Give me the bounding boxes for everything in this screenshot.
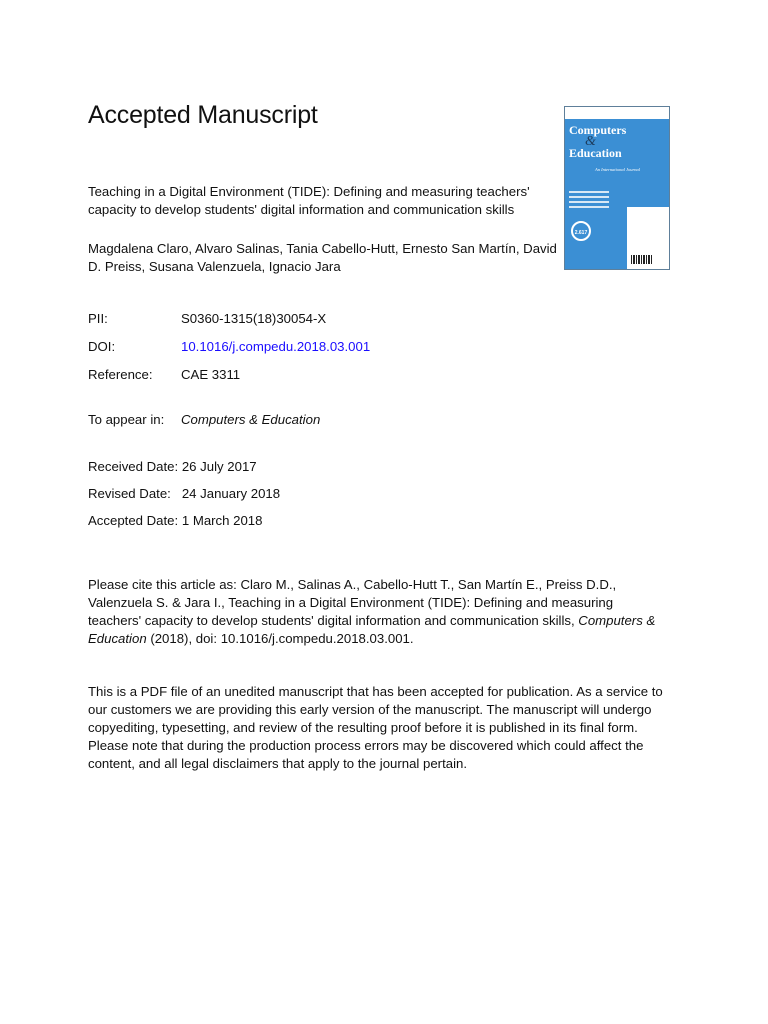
cover-editor-lines (569, 191, 609, 211)
manuscript-notice: This is a PDF file of an unedited manuscript that has been accepted for publication. As a service to our customers we are providing this early version of the manuscript. The manuscript will undergo copyediting, typesetting, and review of the resulting proof before it is published in its final form. Please note that during the production process errors may be discovered which could affect the content, and all legal disclaimers that apply to the journal pertain. (88, 684, 663, 771)
citation-doi: (2018), doi: 10.1016/j.compedu.2018.03.001. (146, 631, 414, 646)
cover-journal-ampersand: & (585, 134, 596, 149)
appear-in-label: To appear in: (88, 412, 165, 427)
barcode-icon (631, 255, 653, 264)
journal-cover-image (564, 106, 670, 270)
appear-in-row (88, 411, 320, 429)
citation-paragraph (88, 576, 668, 648)
revised-date: Revised Date: 24 January 2018 (88, 486, 281, 501)
doi-row (88, 338, 370, 356)
pii-label: PII: (88, 311, 108, 326)
reference-row (88, 366, 240, 384)
author-list: Magdalena Claro, Alvaro Salinas, Tania Cabello-Hutt, Ernesto San Martín, David D. Preiss, Susana Valenzuela, Ignacio Jara (88, 241, 557, 274)
appear-in-journal: Computers & Education (181, 412, 321, 427)
doi-link[interactable]: 10.1016/j.compedu.2018.03.001 (181, 339, 371, 354)
accepted-date: Accepted Date: 1 March 2018 (88, 513, 263, 528)
citation-text: Please cite this article as: Claro M., Salinas A., Cabello-Hutt T., San Martín E., Preiss D.D., Valenzuela S. & Jara I., Teaching in a Digital Environment (TIDE): Defining and measuring teachers' capacity to develop students' digital information and communication skills, (88, 577, 617, 628)
cover-impact-badge: 2.617 (571, 221, 591, 241)
reference-label: Reference: (88, 367, 153, 382)
citation-journal: Computers & Education (88, 613, 656, 646)
received-date: Received Date: 26 July 2017 (88, 459, 257, 474)
page-heading: Accepted Manuscript (88, 101, 318, 129)
reference-value: CAE 3311 (181, 367, 241, 382)
cover-subtitle: An International Journal (595, 167, 640, 172)
doi-label: DOI: (88, 339, 116, 354)
cover-journal-line1: Computers (569, 123, 627, 137)
pii-row (88, 310, 326, 328)
article-title: Teaching in a Digital Environment (TIDE): Defining and measuring teachers' capacity to develop students' digital information and communication skills (88, 184, 530, 217)
pii-value: S0360-1315(18)30054-X (181, 311, 327, 326)
cover-journal-line2: Education (569, 146, 622, 160)
